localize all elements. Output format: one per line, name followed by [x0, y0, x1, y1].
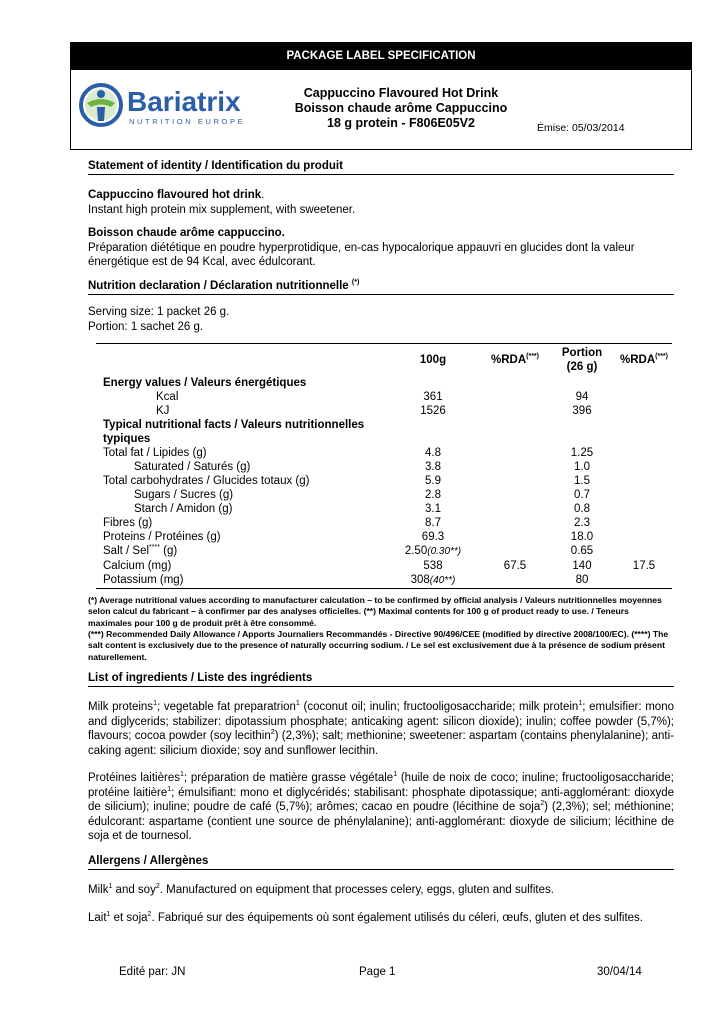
product-titles — [261, 86, 541, 131]
value-portion: 80 — [575, 574, 589, 586]
logo-sub-text: NUTRITION EUROPE — [129, 117, 246, 126]
value-100g: 1526 — [420, 405, 446, 417]
rda-portion — [616, 544, 672, 559]
identity-en-desc: Instant high protein mix supplement, with sweetener. — [88, 203, 356, 216]
identity-fr — [88, 226, 674, 270]
nutrition-header-row — [96, 344, 672, 377]
nutrient-label: Starch / Amidon (g) — [134, 503, 233, 515]
value-100g: 3.8 — [425, 461, 441, 473]
identity-fr-name: Boisson chaude arôme cappuccino. — [88, 227, 285, 239]
value-100g: 361 — [423, 391, 443, 403]
title-english: Cappuccino Flavoured Hot Drink — [303, 86, 499, 100]
nutrient-label: Kcal — [156, 391, 179, 403]
rda-100g — [482, 474, 548, 488]
nutrition-row — [96, 559, 672, 573]
col-rda-100g: %RDA(***) — [491, 353, 539, 366]
nutrient-label: Total fat / Lipides (g) — [103, 447, 207, 459]
nutrient-label: Salt / Sel**** (g) — [103, 544, 178, 557]
rda-portion — [616, 502, 672, 516]
col-100g: 100g — [419, 354, 447, 366]
spec-title-band: PACKAGE LABEL SPECIFICATION — [71, 43, 691, 70]
rda-100g — [482, 390, 548, 404]
nutrition-row — [96, 516, 672, 530]
rda-portion — [616, 516, 672, 530]
rda-portion — [616, 488, 672, 502]
emission-date: Émise: 05/03/2014 — [537, 122, 625, 134]
identity-en-name: Cappuccino flavoured hot drink — [88, 189, 262, 201]
col-rda-portion: %RDA(***) — [620, 353, 668, 366]
identity-en: Cappuccino flavoured hot drink. Instant high protein mix supplement, with sweetener. — [88, 189, 356, 216]
footer-edited-by: Edité par: JN — [119, 966, 186, 978]
value-portion: 0.65 — [570, 545, 594, 557]
value-100g: 2.50(0.30**) — [404, 545, 462, 557]
nutrition-row — [96, 573, 672, 589]
nutrition-row — [96, 530, 672, 544]
rda-portion: 17.5 — [632, 560, 656, 572]
footnote-rda: (***) Recommended Daily Allowance / Apports Journaliers Recommandés - Directive 90/496/CEE (modified by directive 2008/100/EC). (****) The salt content is exclusively due to the presence of naturally occurring sodium. / Le sel est exclusivement due à la présence de sodium présent naturellement. — [88, 629, 669, 662]
rda-portion — [616, 446, 672, 460]
logo-mark-icon — [77, 81, 247, 133]
rda-100g — [482, 573, 548, 589]
allergens-en: Milk$^1$ and soy$^2$. Manufactured on equipment that processes celery, eggs, gluten and sulfites. — [88, 883, 554, 896]
typical-heading-row — [96, 418, 672, 446]
title-code: 18 g protein - F806E05V2 — [327, 116, 475, 130]
logo-brand-text: Bariatrix — [127, 86, 241, 117]
value-100g: 69.3 — [421, 531, 445, 543]
value-100g: 4.8 — [425, 447, 441, 459]
nutrient-label: Calcium (mg) — [103, 560, 172, 572]
energy-heading: Energy values / Valeurs énergétiques — [103, 377, 307, 389]
value-100g: 8.7 — [425, 517, 441, 529]
value-portion: 1.0 — [574, 461, 590, 473]
value-portion: 94 — [575, 391, 589, 403]
rda-100g — [482, 446, 548, 460]
rda-portion — [616, 390, 672, 404]
allergens-fr: Lait$^1$ et soja$^2$. Fabriqué sur des équipements où sont également utilisés du céleri, œufs, gluten et des sulfites. — [88, 911, 644, 924]
nutrition-row — [96, 502, 672, 516]
serving-fr: Portion: 1 sachet 26 g. — [88, 320, 204, 333]
value-portion: 0.7 — [574, 489, 590, 501]
rda-portion — [616, 460, 672, 474]
rda-100g — [482, 516, 548, 530]
rda-portion — [616, 474, 672, 488]
nutrient-label: Total carbohydrates / Glucides totaux (g) — [103, 475, 310, 487]
nutrition-row — [96, 488, 672, 502]
nutrient-label: Saturated / Saturés (g) — [134, 461, 251, 473]
nutrition-row — [96, 474, 672, 488]
nutrient-label: Proteins / Protéines (g) — [103, 531, 221, 543]
value-100g: 2.8 — [425, 489, 441, 501]
serving-size — [88, 305, 674, 334]
value-100g: 538 — [423, 560, 443, 572]
footer-date: 30/04/14 — [597, 966, 642, 978]
rda-portion — [616, 404, 672, 418]
identity-heading: Statement of identity / Identification du produit — [88, 160, 674, 175]
nutrition-row — [96, 390, 672, 404]
typical-heading: Typical nutritional facts / Valeurs nutritionnelles typiques — [103, 419, 365, 445]
allergens-heading: Allergens / Allergènes — [88, 855, 674, 870]
nutrition-row — [96, 460, 672, 474]
rda-100g: 67.5 — [503, 560, 527, 572]
rda-100g — [482, 404, 548, 418]
nutrition-row — [96, 404, 672, 418]
footer-page-number: Page 1 — [359, 966, 396, 978]
bariatrix-logo — [77, 81, 247, 133]
rda-100g — [482, 502, 548, 516]
identity-fr-desc: Préparation diététique en poudre hyperprotidique, en-cas hypocalorique appauvri en glucides dont la valeur énergétique est de 94 Kcal, avec édulcorant. — [88, 241, 635, 268]
footnote-average-values: (*) Average nutritional values according to manufacturer calculation – to be confirmed by official analysis / Valeurs nutritionnelles moyennes selon calcul du fabricant – à confirmer par des analyses officielles. (**) Maximal contents for 100 g of product ready to use. / Teneurs maximales pour 100 g de produit prêt à être consommé. — [88, 595, 662, 628]
rda-100g — [482, 460, 548, 474]
rda-100g — [482, 544, 548, 559]
nutrient-label: Sugars / Sucres (g) — [134, 489, 234, 501]
value-portion: 1.25 — [570, 447, 594, 459]
ingredients-heading: List of ingredients / Liste des ingrédients — [88, 672, 674, 687]
value-portion: 0.8 — [574, 503, 590, 515]
nutrition-table — [96, 343, 672, 589]
col-portion: Portion (26 g) — [561, 347, 603, 373]
value-portion: 18.0 — [570, 531, 594, 543]
nutrient-label: Potassium (mg) — [103, 574, 184, 586]
nutrition-row — [96, 446, 672, 460]
nutrient-label: KJ — [156, 405, 170, 417]
nutrient-label: Fibres (g) — [103, 517, 153, 529]
energy-heading-row — [96, 376, 672, 390]
serving-en: Serving size: 1 packet 26 g. — [88, 306, 230, 318]
value-portion: 396 — [572, 405, 592, 417]
title-french: Boisson chaude arôme Cappuccino — [294, 101, 508, 115]
ingredients-en: Milk proteins$^1$; vegetable fat preparatrion$^1$ (coconut oil; inulin; fructooligosaccharide; milk protein$^1$; emulsifier: mono and diglycerids; stabilizer: dipotassium phosphate; anticaking agent: silicon dioxide); inulin; coffee powder (5,7%); flavours; cocoa powder (soy lecithin$^2$) (2,3%); salt; methionine; sweetener: aspartam (contains phenylalanine); anti-caking agent: silicium dioxide; soy and sunflower lecithin. — [88, 700, 674, 757]
value-portion: 1.5 — [574, 475, 590, 487]
value-100g: 3.1 — [425, 503, 441, 515]
value-100g: 308(40**) — [410, 574, 456, 586]
ingredients-fr: Protéines laitières$^1$; préparation de matière grasse végétale$^1$ (huile de noix de coco; inuline; fructooligosaccharide; protéine laitière$^1$; émulsifiant: mono et diglycéridés; stabilisant: phosphate dipotassique; anti-agglomérant: dioxyde de silicium); inuline; poudre de café (5,7%); arômes; cacao en poudre (lécithine de soja$^2$) (2,3%); sel; méthionine; édulcorant: aspartame (contient une source de phénylalanine); anti-agglomérant: dioxyde de silicium; lécithine de soja et de tournesol. — [88, 771, 675, 842]
nutrition-row — [96, 544, 672, 559]
document-header — [70, 42, 692, 150]
nutrition-heading: Nutrition declaration / Déclaration nutritionnelle (*) — [88, 280, 674, 295]
rda-portion — [616, 530, 672, 544]
value-portion: 2.3 — [574, 517, 590, 529]
rda-100g — [482, 530, 548, 544]
rda-100g — [482, 488, 548, 502]
value-100g: 5.9 — [425, 475, 441, 487]
rda-portion — [616, 573, 672, 589]
value-portion: 140 — [572, 560, 592, 572]
